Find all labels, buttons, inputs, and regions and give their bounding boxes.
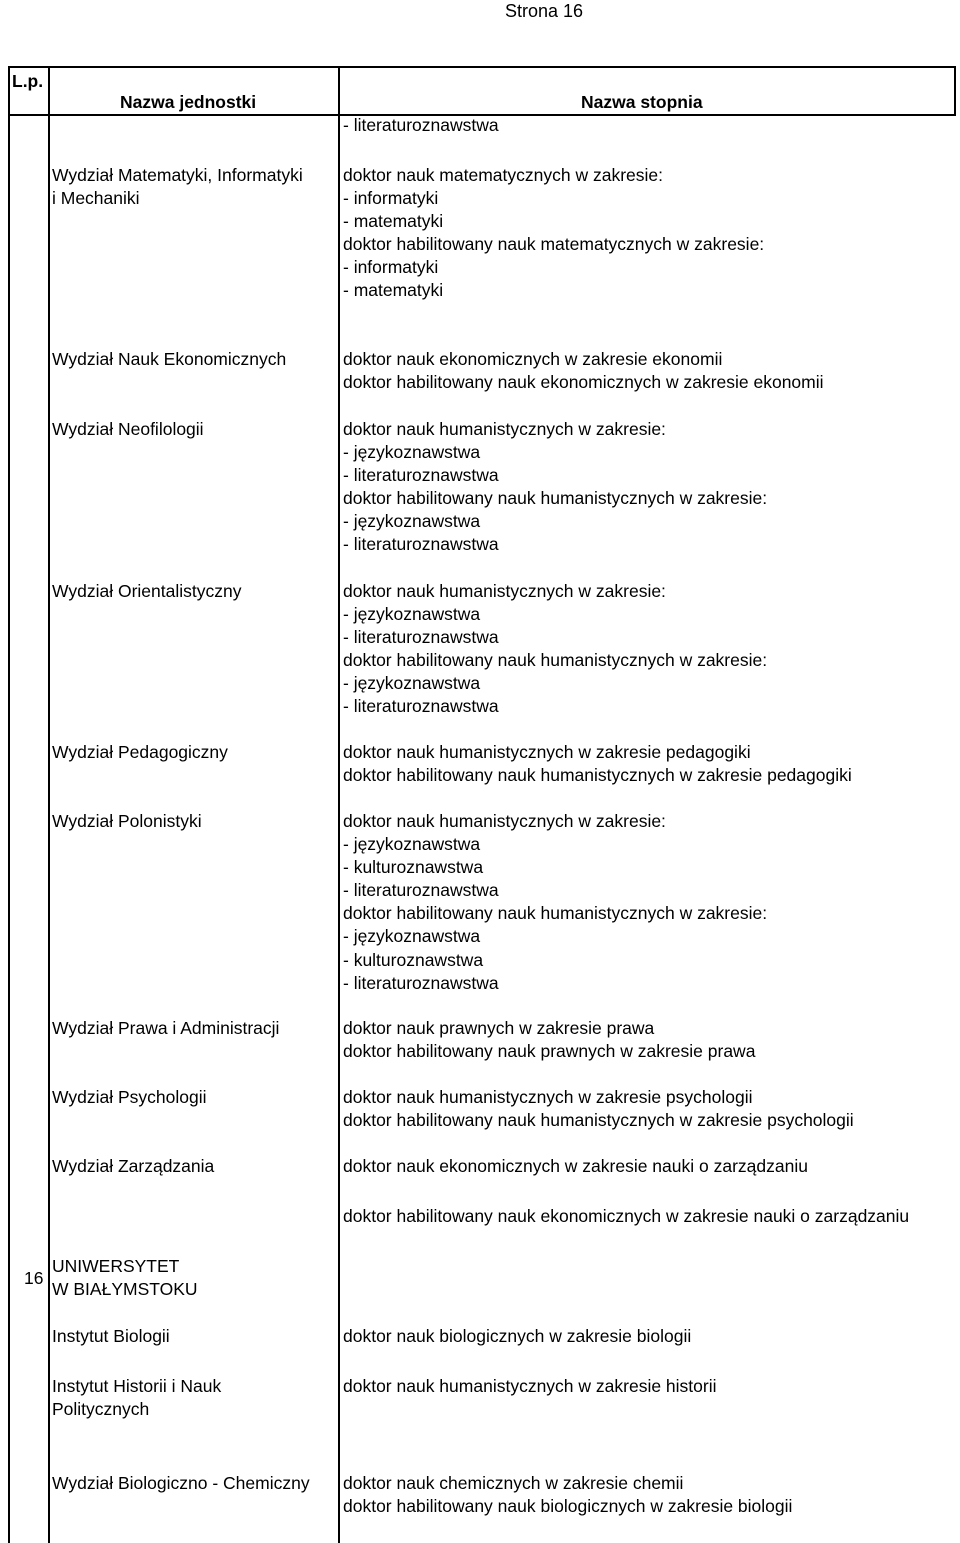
degree-line: doktor habilitowany nauk biologicznych w zakresie biologii: [343, 1496, 793, 1517]
degree-line: - literaturoznawstwa: [343, 972, 499, 993]
page-number: Strona 16: [505, 1, 584, 21]
degree-line: doktor nauk humanistycznych w zakresie historii: [343, 1376, 717, 1396]
degree-line: - językoznawstwa: [343, 926, 481, 947]
degree-list: [343, 1017, 755, 1063]
table-right-border: [954, 66, 956, 116]
degree-line: doktor nauk ekonomicznych w zakresie nauki o zarządzaniu: [343, 1156, 808, 1176]
degree-line: doktor habilitowany nauk ekonomicznych w zakresie ekonomii: [343, 372, 824, 393]
degree-list: [343, 741, 852, 787]
unit-name: [52, 810, 202, 833]
degree-line: doktor habilitowany nauk prawnych w zakresie prawa: [343, 1041, 756, 1062]
unit-name-line: Wydział Zarządzania: [52, 1156, 215, 1176]
university-name-line2: W BIAŁYMSTOKU: [52, 1279, 198, 1299]
unit-name-line: Wydział Matematyki, Informatyki: [52, 165, 303, 185]
degree-line: - językoznawstwa: [343, 442, 481, 463]
degree-list: [343, 580, 767, 719]
unit-name-line: Wydział Nauk Ekonomicznych: [52, 349, 287, 369]
degree-list: [343, 1472, 792, 1518]
unit-name-line: Wydział Biologiczno - Chemiczny: [52, 1473, 310, 1493]
degree-line: - literaturoznawstwa: [343, 465, 499, 486]
degree-line: - informatyki: [343, 257, 439, 278]
carry-over-degree: - literaturoznawstwa: [343, 115, 499, 135]
degree-line: doktor habilitowany nauk humanistycznych w zakresie psychologii: [343, 1110, 854, 1131]
header-unit-name: Nazwa jednostki: [120, 92, 257, 112]
unit-name-line: i Mechaniki: [52, 188, 140, 209]
header-degree-name: Nazwa stopnia: [581, 92, 703, 112]
unit-name: [52, 1375, 221, 1421]
column-divider-unit: [338, 66, 340, 1543]
unit-name: [52, 1086, 206, 1109]
degree-line: - literaturoznawstwa: [343, 534, 499, 555]
degree-line: - matematyki: [343, 211, 444, 232]
degree-list: [343, 418, 767, 557]
header-lp: L.p.: [12, 71, 44, 91]
unit-name-line: Wydział Prawa i Administracji: [52, 1018, 280, 1038]
unit-name-line: Wydział Psychologii: [52, 1087, 207, 1107]
unit-name: [52, 164, 303, 210]
degree-line: doktor nauk humanistycznych w zakresie:: [343, 419, 666, 439]
degree-line: - matematyki: [343, 280, 444, 301]
unit-name-line: Wydział Neofilologii: [52, 419, 204, 439]
degree-line: doktor nauk humanistycznych w zakresie psychologii: [343, 1087, 753, 1107]
degree-list: [343, 1375, 717, 1398]
degree-list: [343, 164, 764, 303]
degree-line: - literaturoznawstwa: [343, 880, 499, 901]
degree-line: doktor nauk chemicznych w zakresie chemii: [343, 1473, 684, 1493]
degree-line: - językoznawstwa: [343, 834, 481, 855]
university-name-line1: UNIWERSYTET: [52, 1256, 180, 1276]
degree-line: - literaturoznawstwa: [343, 696, 499, 717]
unit-name-line: Instytut Historii i Nauk: [52, 1376, 222, 1396]
degree-line: - językoznawstwa: [343, 604, 481, 625]
degree-line: doktor habilitowany nauk humanistycznych w zakresie:: [343, 903, 768, 924]
degree-line: doktor habilitowany nauk ekonomicznych w zakresie nauki o zarządzaniu: [343, 1206, 910, 1226]
degree-line: - literaturoznawstwa: [343, 627, 499, 648]
degree-line: doktor habilitowany nauk humanistycznych w zakresie:: [343, 650, 768, 671]
degree-line: doktor habilitowany nauk humanistycznych w zakresie:: [343, 488, 768, 509]
unit-name: [52, 1325, 170, 1348]
table-left-border: [8, 66, 10, 1543]
unit-name: [52, 580, 241, 603]
degree-list: [343, 1205, 909, 1228]
unit-name-line: Politycznych: [52, 1399, 150, 1420]
degree-line: - kulturoznawstwa: [343, 949, 484, 970]
degree-line: doktor nauk prawnych w zakresie prawa: [343, 1018, 655, 1038]
degree-line: doktor nauk ekonomicznych w zakresie ekonomii: [343, 349, 723, 369]
degree-line: doktor habilitowany nauk matematycznych w zakresie:: [343, 234, 765, 255]
unit-name: [52, 1472, 310, 1495]
degree-list: [343, 348, 824, 394]
table-top-border: [8, 66, 956, 68]
unit-name: [52, 741, 228, 764]
degree-list: [343, 1086, 854, 1132]
unit-name: [52, 348, 286, 371]
unit-name-line: Wydział Pedagogiczny: [52, 742, 228, 762]
unit-name: [52, 1017, 279, 1040]
degree-line: doktor nauk humanistycznych w zakresie:: [343, 811, 666, 831]
unit-name: [52, 418, 204, 441]
degree-line: - językoznawstwa: [343, 673, 481, 694]
degree-line: - językoznawstwa: [343, 511, 481, 532]
degree-list: [343, 1155, 808, 1178]
degree-line: doktor nauk biologicznych w zakresie biologii: [343, 1326, 692, 1346]
degree-list: [343, 1325, 691, 1348]
unit-name: [52, 1155, 214, 1178]
degree-list: [343, 810, 767, 995]
degree-line: doktor nauk humanistycznych w zakresie pedagogiki: [343, 742, 751, 762]
degree-line: doktor nauk humanistycznych w zakresie:: [343, 581, 666, 601]
column-divider-lp: [48, 66, 50, 1543]
degree-line: - kulturoznawstwa: [343, 857, 484, 878]
unit-name-line: Wydział Polonistyki: [52, 811, 202, 831]
degree-line: - informatyki: [343, 188, 439, 209]
degree-line: doktor nauk matematycznych w zakresie:: [343, 165, 663, 185]
degree-line: doktor habilitowany nauk humanistycznych w zakresie pedagogiki: [343, 765, 852, 786]
unit-name-line: Instytut Biologii: [52, 1326, 170, 1346]
unit-name-line: Wydział Orientalistyczny: [52, 581, 242, 601]
row-number: 16: [24, 1268, 44, 1288]
